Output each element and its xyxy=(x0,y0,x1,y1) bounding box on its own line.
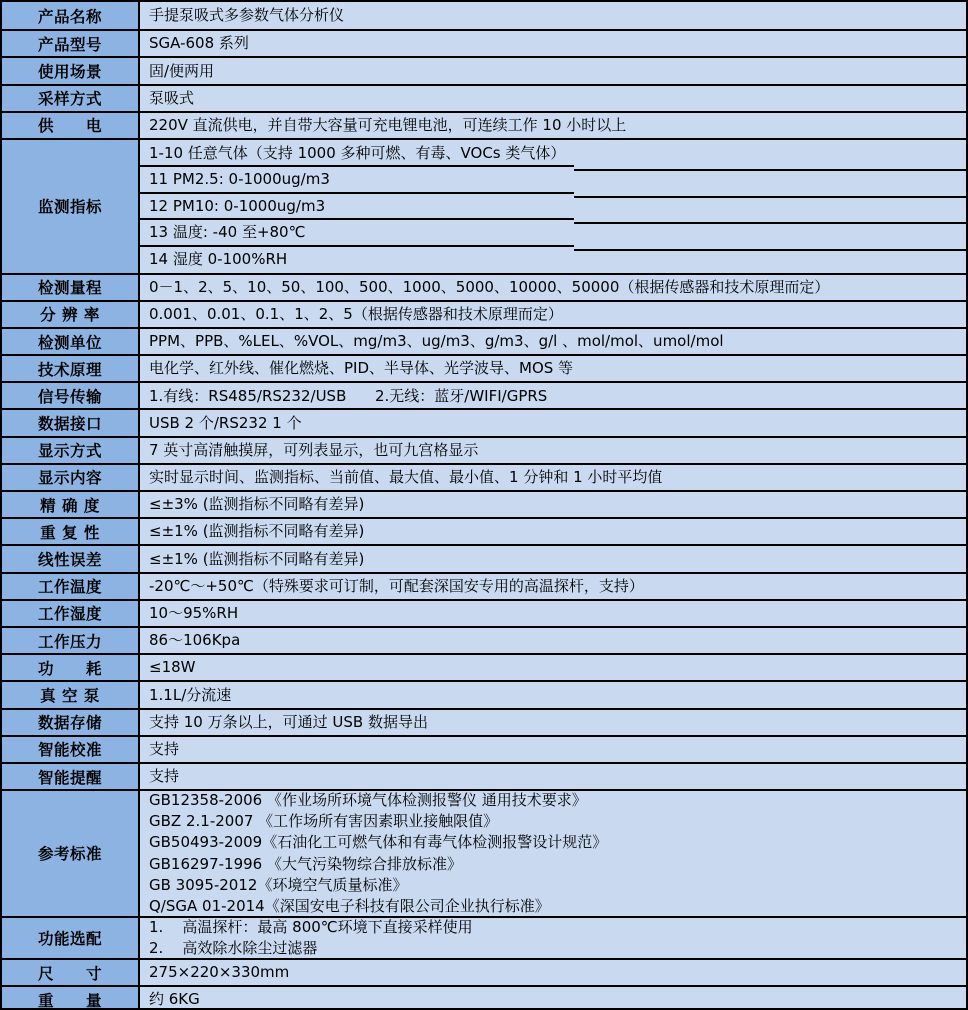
spec-label: 采样方式 xyxy=(2,86,140,111)
spec-value: 86～106Kpa xyxy=(149,631,241,650)
subrow-divider-left xyxy=(140,245,574,247)
spec-subrow: 13 温度: -40 至+80℃ xyxy=(149,223,306,242)
spec-subrow: 1-10 任意气体（支持 1000 多种可燃、有毒、VOCs 类气体） xyxy=(149,143,566,162)
spec-row-22 xyxy=(2,708,966,735)
spec-row-14 xyxy=(2,490,966,517)
spec-label: 智能校准 xyxy=(2,737,140,762)
spec-label: 信号传输 xyxy=(2,383,140,408)
spec-row-7 xyxy=(2,300,966,327)
spec-label: 显示方式 xyxy=(2,438,140,463)
spec-row-20 xyxy=(2,653,966,680)
spec-value: -20℃～+50℃（特殊要求可订制，可配套深国安专用的高温探杆，支持） xyxy=(149,576,644,595)
spec-value-line: GB 3095-2012《环境空气质量标准》 xyxy=(149,875,408,894)
spec-value: ≤18W xyxy=(149,658,196,677)
spec-label: 监测指标 xyxy=(2,140,140,273)
spec-label: 供 电 xyxy=(2,113,140,138)
spec-value-line: GB16297-1996 《大气污染物综合排放标准》 xyxy=(149,854,462,873)
spec-row-3 xyxy=(2,84,966,111)
subrow-divider-left xyxy=(140,218,574,220)
spec-label: 真 空 泵 xyxy=(2,682,140,707)
spec-row-11 xyxy=(2,408,966,435)
spec-row-27 xyxy=(2,958,966,985)
spec-row-15 xyxy=(2,517,966,544)
spec-value-group xyxy=(140,918,966,958)
spec-row-28 xyxy=(2,985,966,1010)
spec-row-19 xyxy=(2,626,966,653)
spec-label: 数据接口 xyxy=(2,410,140,435)
spec-row-21 xyxy=(2,680,966,707)
spec-value: 10～95%RH xyxy=(149,604,239,622)
spec-subrow: 11 PM2.5: 0-1000ug/m3 xyxy=(149,170,330,189)
spec-label: 智能提醒 xyxy=(2,764,140,789)
spec-value-line: 2. 高效除水除尘过滤器 xyxy=(149,938,318,957)
spec-label: 重 复 性 xyxy=(2,519,140,544)
spec-value: 支持 xyxy=(149,767,180,786)
spec-label: 重 量 xyxy=(2,987,140,1010)
spec-subrow: 14 湿度 0-100%RH xyxy=(149,249,288,268)
spec-value: USB 2 个/RS232 1 个 xyxy=(149,413,302,432)
spec-label: 精 确 度 xyxy=(2,492,140,517)
spec-row-18 xyxy=(2,599,966,626)
spec-label: 使用场景 xyxy=(2,58,140,83)
spec-label: 数据存储 xyxy=(2,710,140,735)
spec-row-2 xyxy=(2,56,966,83)
spec-value-line: GB12358-2006 《作业场所环境气体检测报警仪 通用技术要求》 xyxy=(149,791,587,810)
spec-value-line: 1. 高温探杆：最高 800℃环境下直接采样使用 xyxy=(149,917,473,936)
spec-value: SGA-608 系列 xyxy=(149,34,249,53)
spec-label: 工作温度 xyxy=(2,574,140,599)
spec-value: 0－1、2、5、10、50、100、500、1000、5000、10000、50000（根据传感器和技术原理而定） xyxy=(149,277,830,296)
spec-value: 0.001、0.01、0.1、1、2、5（根据传感器和技术原理而定） xyxy=(149,304,563,323)
spec-row-8 xyxy=(2,327,966,354)
spec-row-12 xyxy=(2,436,966,463)
spec-label: 检测单位 xyxy=(2,329,140,354)
spec-label: 功 耗 xyxy=(2,655,140,680)
spec-value-line: GB50493-2009《石油化工可燃气体和有毒气体检测报警设计规范》 xyxy=(149,833,608,852)
subrow-divider-right xyxy=(574,169,966,171)
spec-label: 分 辨 率 xyxy=(2,302,140,327)
subrow-divider-right xyxy=(574,196,966,198)
spec-value: 1.有线：RS485/RS232/USB 2.无线：蓝牙/WIFI/GPRS xyxy=(149,386,548,405)
spec-label: 工作压力 xyxy=(2,628,140,653)
spec-label: 功能选配 xyxy=(2,918,140,958)
spec-value: 泵吸式 xyxy=(149,88,195,107)
subrow-divider-right xyxy=(574,249,966,251)
spec-row-9 xyxy=(2,354,966,381)
spec-label: 技术原理 xyxy=(2,356,140,381)
spec-label: 产品名称 xyxy=(2,2,140,29)
spec-row-5 xyxy=(2,138,966,273)
spec-value: 7 英寸高清触摸屏，可列表显示，也可九宫格显示 xyxy=(149,440,479,459)
spec-row-1 xyxy=(2,29,966,56)
spec-label: 尺 寸 xyxy=(2,960,140,985)
spec-label: 线性误差 xyxy=(2,546,140,571)
spec-value: 约 6KG xyxy=(149,990,200,1009)
spec-value: 电化学、红外线、催化燃烧、PID、半导体、光学波导、MOS 等 xyxy=(149,359,574,378)
spec-label: 检测量程 xyxy=(2,275,140,300)
spec-value-line: GBZ 2.1-2007 《工作场所有害因素职业接触限值》 xyxy=(149,812,499,831)
spec-row-10 xyxy=(2,381,966,408)
spec-value: 220V 直流供电，并自带大容量可充电锂电池，可连续工作 10 小时以上 xyxy=(149,115,627,134)
spec-value: ≤±1% (监测指标不同略有差异) xyxy=(149,549,365,568)
spec-label: 参考标准 xyxy=(2,791,140,916)
spec-value-line: Q/SGA 01-2014《深国安电子科技有限公司企业执行标准》 xyxy=(149,896,550,915)
spec-row-26 xyxy=(2,916,966,958)
spec-value: 固/便两用 xyxy=(149,61,215,80)
spec-value: 1.1L/分流速 xyxy=(149,685,232,704)
spec-label: 产品型号 xyxy=(2,31,140,56)
spec-subrow: 12 PM10: 0-1000ug/m3 xyxy=(149,196,326,215)
spec-value: 支持 10 万条以上，可通过 USB 数据导出 xyxy=(149,712,428,731)
spec-value-group xyxy=(140,791,966,916)
spec-row-4 xyxy=(2,111,966,138)
spec-row-13 xyxy=(2,463,966,490)
spec-value: PPM、PPB、%LEL、%VOL、mg/m3、ug/m3、g/m3、g/l 、mol/mol、umol/mol xyxy=(149,332,724,351)
spec-row-6 xyxy=(2,273,966,300)
spec-label: 显示内容 xyxy=(2,465,140,490)
spec-row-16 xyxy=(2,544,966,571)
spec-row-25 xyxy=(2,789,966,916)
subrow-divider-left xyxy=(140,165,574,167)
spec-row-0 xyxy=(2,2,966,29)
spec-row-24 xyxy=(2,762,966,789)
spec-value-group xyxy=(140,140,966,273)
spec-value: 275×220×330mm xyxy=(149,963,290,982)
spec-row-17 xyxy=(2,572,966,599)
spec-row-23 xyxy=(2,735,966,762)
spec-value: ≤±3% (监测指标不同略有差异) xyxy=(149,495,365,514)
spec-value: ≤±1% (监测指标不同略有差异) xyxy=(149,522,365,541)
spec-value: 支持 xyxy=(149,739,180,758)
spec-value: 手提泵吸式多参数气体分析仪 xyxy=(149,6,345,25)
subrow-divider-left xyxy=(140,192,574,194)
subrow-divider-right xyxy=(574,222,966,224)
spec-label: 工作湿度 xyxy=(2,601,140,626)
spec-value: 实时显示时间、监测指标、当前值、最大值、最小值、1 分钟和 1 小时平均值 xyxy=(149,468,663,487)
